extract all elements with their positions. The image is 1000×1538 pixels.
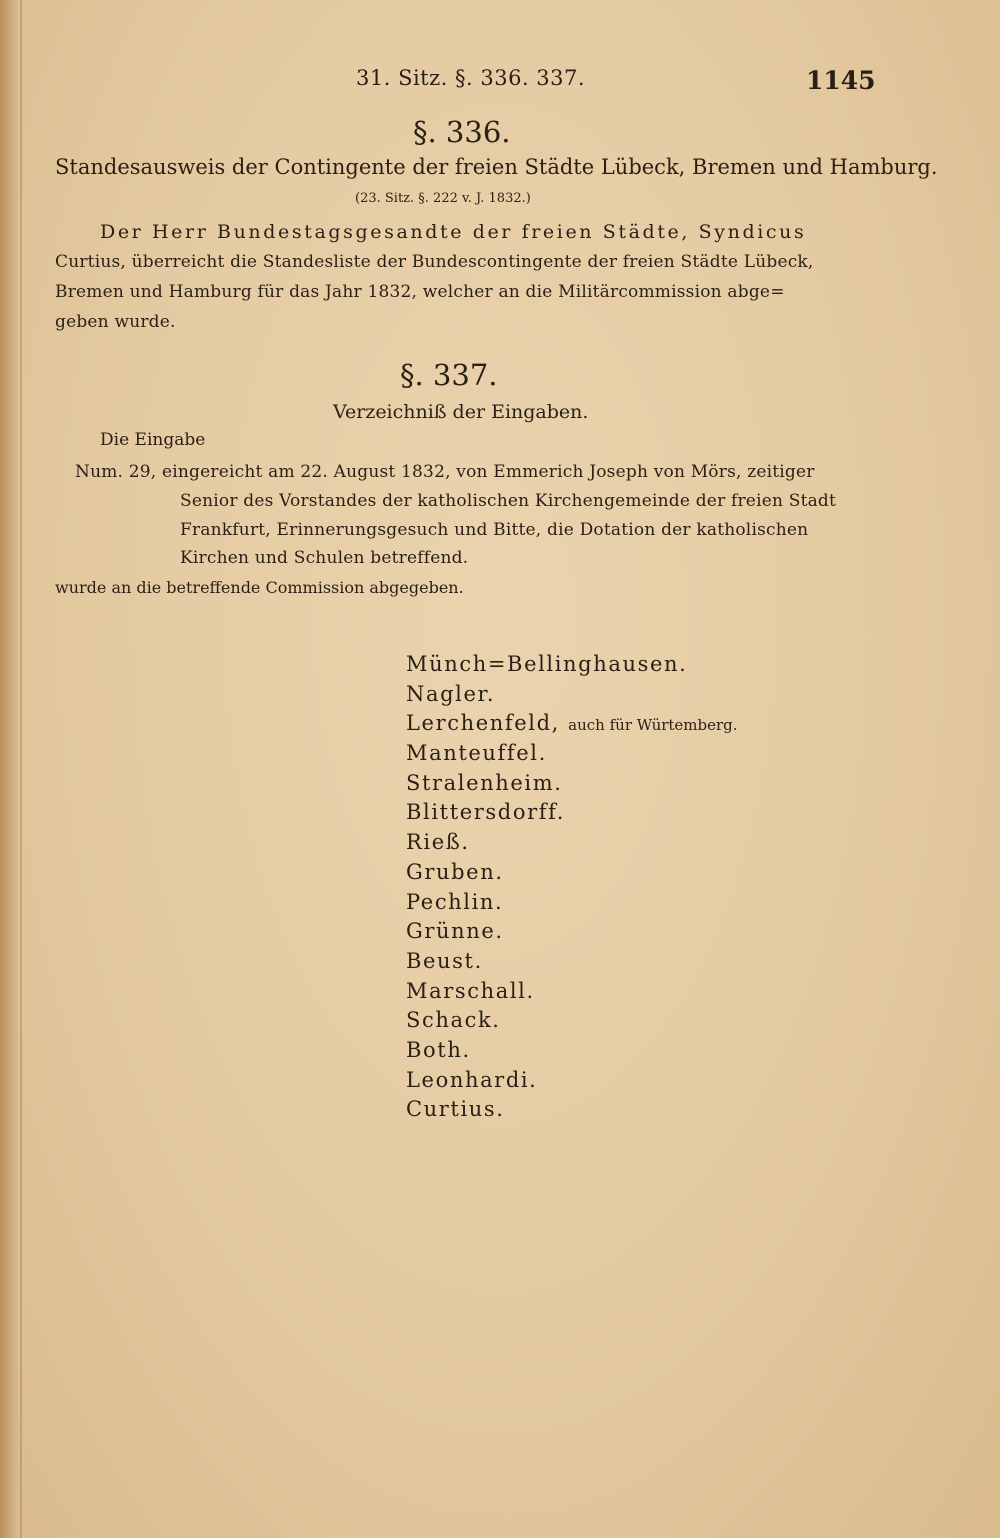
page-number: 1145 [806,66,876,95]
section-336-line: Bremen und Hamburg für das Jahr 1832, welcher an die Militärcommission abge= [55,282,785,302]
submission-entry-line: Num. 29, eingereicht am 22. August 1832, von Emmerich Joseph von Mörs, zeitiger [75,462,815,482]
signatory-name: Both. [406,1037,471,1062]
signatory-name: Curtius. [406,1097,505,1122]
signature-entry [406,798,738,828]
section-336-line: Der Herr Bundestagsgesandte der freien Städte, Syndicus [100,221,807,243]
signature-entry [406,858,738,888]
signature-entry [406,917,738,947]
signatory-name: Grünne. [406,919,504,944]
signature-entry [406,888,738,918]
signature-entry [406,709,738,739]
signature-entry [406,650,738,680]
signature-entry [406,828,738,858]
signature-entry [406,1095,738,1125]
signature-entry [406,680,738,710]
signatory-name: Stralenheim. [406,770,563,795]
signature-list [406,650,738,1125]
page-edge-line [20,0,22,1538]
submission-entry-line: Frankfurt, Erinnerungsgesuch und Bitte, die Dotation der katholischen [180,520,809,540]
signature-entry [406,1006,738,1036]
signatory-name: Rieß. [406,830,470,855]
signatory-name: Münch=Bellinghausen. [406,652,688,676]
section-337-closing: wurde an die betreffende Commission abgegeben. [55,578,464,597]
signatory-name: Leonhardi. [406,1067,538,1092]
book-spine-shadow [0,0,18,1538]
section-336-line: Curtius, überreicht die Standesliste der Bundescontingente der freien Städte Lübeck, [55,252,814,272]
section-336-line: geben wurde. [55,312,176,332]
submission-entry-line: Kirchen und Schulen betreffend. [180,548,469,568]
signatory-name: Beust. [406,948,483,973]
signatory-name: Lerchenfeld, [406,711,560,736]
signature-entry [406,1066,738,1096]
section-336-number: §. 336. [413,115,511,149]
signature-entry [406,739,738,769]
section-337-intro: Die Eingabe [100,430,206,450]
signatory-name: Nagler. [406,681,496,706]
signature-entry [406,947,738,977]
signatory-name: Marschall. [406,978,535,1003]
signatory-name: Manteuffel. [406,741,547,766]
signature-entry [406,1036,738,1066]
signatory-name: Schack. [406,1008,501,1033]
section-336-citation: (23. Sitz. §. 222 v. J. 1832.) [355,191,531,206]
section-337-number: §. 337. [400,358,498,392]
section-336-title: Standesausweis der Contingente der freien Städte Lübeck, Bremen und Hamburg. [55,155,938,179]
section-337-title: Verzeichniß der Eingaben. [333,401,589,423]
running-head: 31. Sitz. §. 336. 337. [356,66,586,90]
signatory-note: auch für Würtemberg. [568,716,738,735]
signature-entry [406,977,738,1007]
submission-entry-line: Senior des Vorstandes der katholischen Kirchengemeinde der freien Stadt [180,491,837,511]
signatory-name: Blittersdorff. [406,800,565,825]
signatory-name: Pechlin. [406,889,504,914]
signature-entry [406,769,738,799]
signatory-name: Gruben. [406,859,504,884]
